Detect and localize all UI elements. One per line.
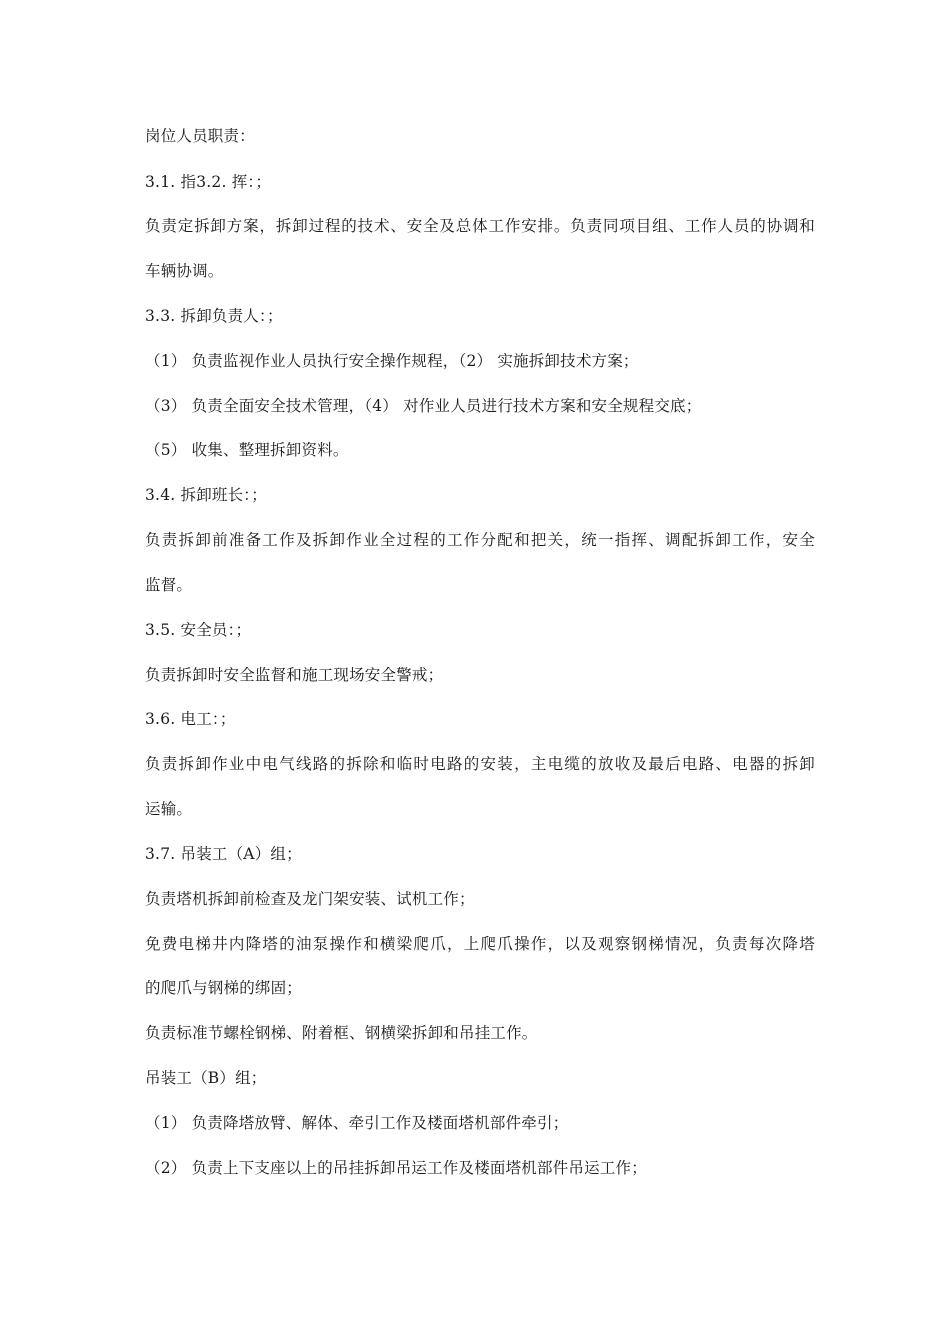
subsection-heading: 3.1. 指3.2. 挥：； <box>145 173 272 191</box>
list-item: （5） 收集、整理拆卸资料。 <box>145 441 349 459</box>
list-item: （2） 负责上下支座以上的吊挂拆卸吊运工作及楼面塔机部件吊运工作； <box>145 1159 647 1177</box>
subsection-heading: 3.7. 吊装工（A）组； <box>145 845 302 863</box>
paragraph-line: 负责拆卸时安全监督和施工现场安全警戒； <box>145 666 444 684</box>
subsection-heading: 吊装工（B）组； <box>145 1069 267 1087</box>
paragraph-line: 负责定拆卸方案，拆卸过程的技术、安全及总体工作安排。负责同项目组、工作人员的协调和 <box>145 217 815 235</box>
list-item: （1） 负责监视作业人员执行安全操作规程，（2） 实施拆卸技术方案； <box>145 352 639 370</box>
subsection-heading: 3.3. 拆卸负责人：； <box>145 307 283 325</box>
paragraph-line: 的爬爪与钢梯的绑固； <box>145 979 303 997</box>
list-item: （3） 负责全面安全技术管理，（4） 对作业人员进行技术方案和安全规程交底； <box>145 397 702 415</box>
paragraph-line: 监督。 <box>145 576 193 594</box>
paragraph-line: 负责拆卸前准备工作及拆卸作业全过程的工作分配和把关，统一指挥、调配拆卸工作，安全 <box>145 531 815 549</box>
subsection-heading: 3.6. 电工：； <box>145 710 236 728</box>
section-heading: 岗位人员职责： <box>145 127 255 145</box>
paragraph-line: 负责标准节螺栓钢梯、附着框、钢横梁拆卸和吊挂工作。 <box>145 1024 538 1042</box>
subsection-heading: 3.5. 安全员：； <box>145 621 252 639</box>
paragraph-line: 免费电梯井内降塔的油泵操作和横梁爬爪，上爬爪操作，以及观察钢梯情况，负责每次降塔 <box>145 935 815 953</box>
paragraph-line: 运输。 <box>145 800 193 818</box>
paragraph-line: 负责拆卸作业中电气线路的拆除和临时电路的安装，主电缆的放收及最后电路、电器的拆卸 <box>145 755 815 773</box>
paragraph-line: 负责塔机拆卸前检查及龙门架安装、试机工作； <box>145 890 475 908</box>
list-item: （1） 负责降塔放臂、解体、牵引工作及楼面塔机部件牵引； <box>145 1114 569 1132</box>
paragraph-line: 车辆协调。 <box>145 262 224 280</box>
subsection-heading: 3.4. 拆卸班长：； <box>145 486 267 504</box>
